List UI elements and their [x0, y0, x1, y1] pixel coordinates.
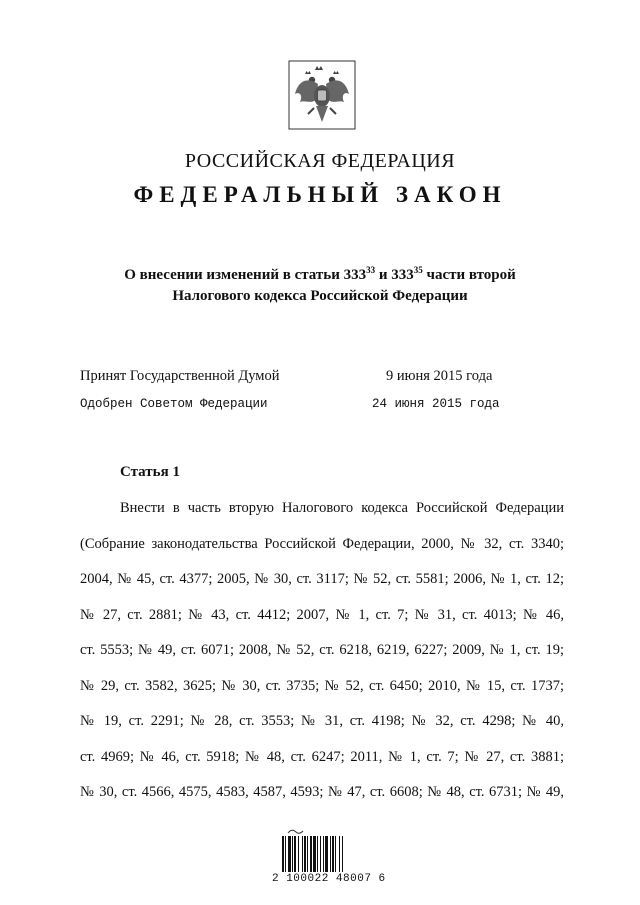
double-headed-eagle-emblem-icon — [288, 60, 356, 130]
article-line: Внести в часть вторую Налогового кодекса Российской Федерации — [120, 500, 564, 516]
country-name: РОССИЙСКАЯ ФЕДЕРАЦИЯ — [184, 150, 456, 172]
article-line: ст. 5553; № 49, ст. 6071; 2008, № 52, ст. 6218, 6219, 6227; 2009, № 1, ст. 19; — [80, 642, 564, 658]
article-line: ст. 4969; № 46, ст. 5918; № 48, ст. 6247; 2011, № 1, ст. 7; № 27, ст. 3881; — [80, 748, 564, 765]
council-approval-label: Одобрен Советом Федерации — [80, 397, 268, 411]
council-approval-date: 24 июня 2015 года — [372, 397, 500, 411]
barcode-number: 2 100022 48007 6 — [272, 873, 386, 885]
article-line: № 19, ст. 2291; № 28, ст. 3553; № 31, ст. 4198; № 32, ст. 4298; № 40, — [80, 713, 564, 729]
barcode-icon — [280, 826, 368, 874]
article-title: Статья 1 — [120, 464, 180, 480]
article-line: (Собрание законодательства Российской Федерации, 2000, № 32, ст. 3340; — [80, 535, 564, 552]
article-line: № 27, ст. 2881; № 43, ст. 4412; 2007, № 1, ст. 7; № 31, ст. 4013; № 46, — [80, 606, 564, 623]
superscript-35: 35 — [413, 265, 423, 275]
subject-line-1: О внесении изменений в статьи $333^{33}$ и $333^{35}$ части второй — [124, 265, 516, 283]
law-subject-title — [0, 265, 640, 307]
superscript-33: 33 — [366, 265, 376, 275]
document-type: ФЕДЕРАЛЬНЫЙ ЗАКОН — [133, 182, 507, 207]
article-body — [80, 500, 564, 820]
article-line: № 29, ст. 3582, 3625; № 30, ст. 3735; № 52, ст. 6450; 2010, № 15, ст. 1737; — [80, 677, 564, 694]
duma-adoption-label: Принят Государственной Думой — [80, 368, 280, 384]
article-line: № 30, ст. 4566, 4575, 4583, 4587, 4593; № 47, ст. 6608; № 48, ст. 6731; № 49, — [80, 784, 564, 800]
subject-line-2: Налогового кодекса Российской Федерации — [172, 288, 468, 304]
article-line: 2004, № 45, ст. 4377; 2005, № 30, ст. 3117; № 52, ст. 5581; 2006, № 1, ст. 12; — [80, 571, 564, 587]
duma-adoption-date: 9 июня 2015 года — [386, 368, 493, 384]
